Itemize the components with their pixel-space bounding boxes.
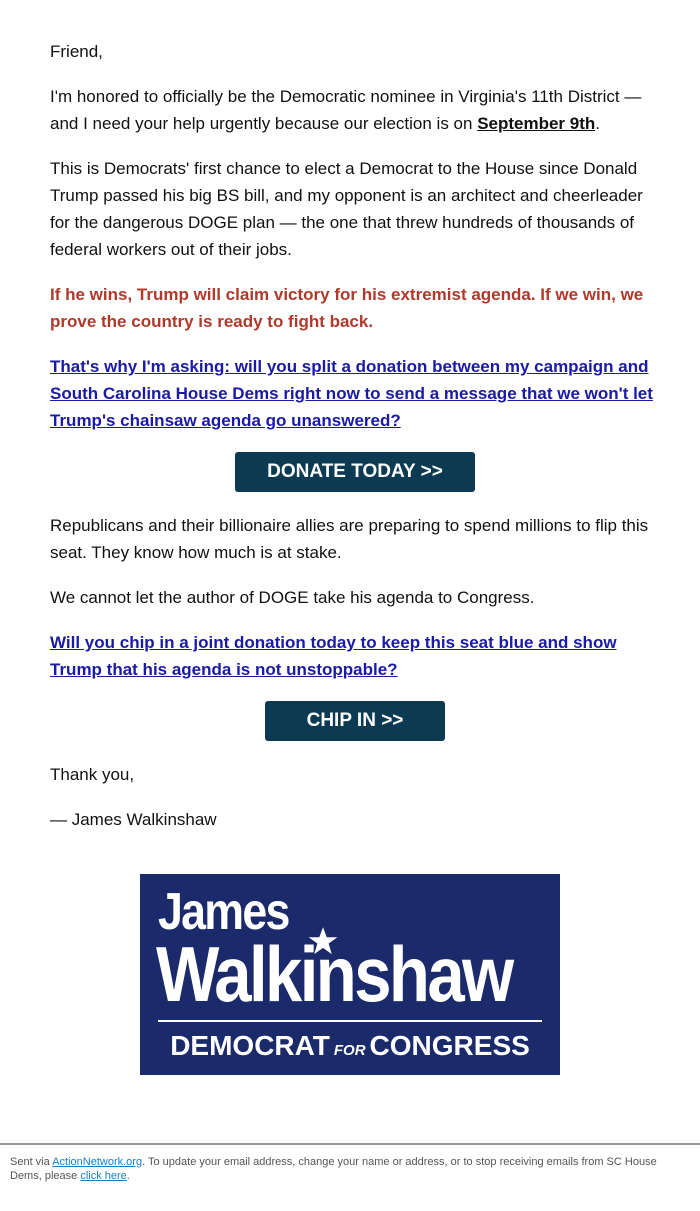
chip-in-button[interactable]: CHIP IN >> [265,701,445,741]
closing: Thank you, [50,765,135,784]
email-footer [10,1155,670,1183]
logo-divider [158,1020,542,1022]
footer-sent-via: Sent via [10,1156,53,1168]
actionnetwork-link[interactable]: ActionNetwork.org [52,1156,143,1168]
donate-button-row [50,452,660,492]
logo-last-name: Walkinshaw [156,930,512,1018]
footer-divider [0,1143,700,1145]
logo-tagline [160,1026,540,1071]
email-body [50,38,660,851]
logo-tag-for: FOR [333,1042,366,1059]
paragraph-nominee-end: . [595,114,601,133]
chip-in-link[interactable]: Will you chip in a joint donation today to keep this seat blue and show Trump that his agenda is not unstoppable? [50,633,617,679]
unsubscribe-link[interactable]: click here [80,1170,127,1182]
paragraph-nominee-text: I'm honored to officially be the Democratic nominee in Virginia's 11th District — and I need your help urgently because our election is on [50,87,642,133]
paragraph-doge: This is Democrats' first chance to elect a Democrat to the House since Donald Trump passed his big BS bill, and my opponent is an architect and cheerleader for the dangerous DOGE plan — the one that threw hundreds of thousands of federal workers out of their jobs. [50,159,643,259]
paragraph-ask-2 [50,629,660,683]
footer-end: . [126,1170,130,1182]
paragraph-nominee [50,83,660,137]
chip-button-row [50,701,660,741]
logo-first-name: James [158,883,289,941]
ask-donation-link[interactable]: That's why I'm asking: will you split a donation between my campaign and South Carolina House Dems right now to send a message that we won't let Trump's chainsaw agenda go unanswered? [50,357,653,430]
paragraph-stakes: If he wins, Trump will claim victory for his extremist agenda. If we win, we prove the country is ready to fight back. [50,285,644,331]
election-date: September 9th [477,114,596,133]
donate-today-button[interactable]: DONATE TODAY >> [235,452,475,492]
logo-tag-democrat: DEMOCRAT [170,1030,330,1061]
footer-middle-text: . To update your email address, change your name or address, or to stop receiving emails from SC House Dems, please [10,1156,657,1182]
greeting: Friend, [50,42,103,61]
paragraph-congress: We cannot let the author of DOGE take his agenda to Congress. [50,588,535,607]
paragraph-republicans: Republicans and their billionaire allies are preparing to spend millions to flip this seat. They know how much is at stake. [50,516,649,562]
paragraph-ask-1 [50,353,660,434]
campaign-logo [140,874,560,1075]
signature: — James Walkinshaw [50,810,217,829]
logo-tag-congress: CONGRESS [369,1030,530,1061]
